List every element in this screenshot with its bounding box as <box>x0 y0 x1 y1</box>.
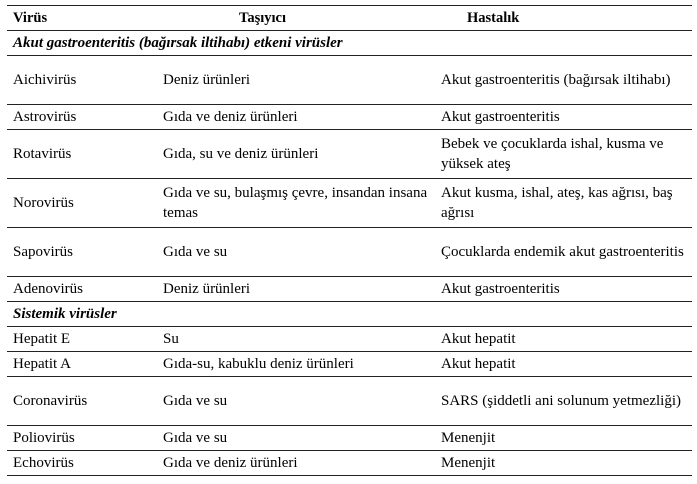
disease-cell: Akut gastroenteritis (bağırsak iltihabı) <box>435 56 692 105</box>
disease-cell: Menenjit <box>435 426 692 451</box>
carrier-cell: Gıda ve su <box>157 426 435 451</box>
disease-cell: SARS (şiddetli ani solunum yetmezliği) <box>435 377 692 426</box>
carrier-cell: Gıda, su ve deniz ürünleri <box>157 130 435 179</box>
table-row <box>7 377 692 426</box>
carrier-cell: Gıda-su, kabuklu deniz ürünleri <box>157 352 435 377</box>
table-row <box>7 228 692 277</box>
carrier-cell: Gıda ve deniz ürünleri <box>163 455 298 471</box>
virus-cell: Adenovirüs <box>7 277 157 302</box>
carrier-cell: Gıda ve su <box>157 228 435 277</box>
carrier-cell: Su <box>157 327 435 352</box>
disease-cell: Bebek ve çocuklarda ishal, kusma ve yüksek ateş <box>435 130 692 179</box>
virus-cell: Astrovirüs <box>7 105 157 130</box>
virus-cell: Hepatit A <box>7 352 157 377</box>
table-row <box>7 327 692 352</box>
table-row <box>7 179 692 228</box>
virus-cell: Coronavirüs <box>7 377 157 426</box>
disease-cell: Akut gastroenteritis <box>435 105 692 130</box>
carrier-cell: Deniz ürünleri <box>157 277 435 302</box>
carrier-cell: Gıda ve su <box>157 377 435 426</box>
virus-cell: Aichivirüs <box>7 56 157 105</box>
header-disease: Hastalık <box>435 6 692 31</box>
disease-cell: Akut kusma, ishal, ateş, kas ağrısı, baş ağrısı <box>435 179 692 228</box>
header-carrier: Taşıyıcı <box>157 6 435 31</box>
carrier-cell: Gıda ve su, bulaşmış çevre, insandan insana temas <box>157 179 435 228</box>
disease-cell: Çocuklarda endemik akut gastroenteritis <box>435 228 692 277</box>
disease-cell: Menenjit <box>441 455 496 471</box>
table-header <box>7 6 692 31</box>
section-title: Sistemik virüsler <box>7 302 692 327</box>
virus-cell: Norovirüs <box>7 179 157 228</box>
header-row <box>7 6 692 31</box>
virus-table <box>7 5 692 476</box>
disease-cell: Akut gastroenteritis <box>435 277 692 302</box>
table-body <box>7 31 692 476</box>
header-virus: Virüs <box>7 6 157 31</box>
virus-cell: Rotavirüs <box>7 130 157 179</box>
carrier-cell: Deniz ürünleri <box>157 56 435 105</box>
virus-cell: Poliovirüs <box>7 426 157 451</box>
section-row-systemic <box>7 302 692 327</box>
table-row <box>7 105 692 130</box>
table-row <box>7 56 692 105</box>
disease-cell: Akut hepatit <box>435 352 692 377</box>
section-row-gastroenteritis <box>7 31 692 56</box>
table-row <box>7 451 692 476</box>
table-row <box>7 426 692 451</box>
carrier-cell: Gıda ve deniz ürünleri <box>157 105 435 130</box>
virus-cell: Echovirüs <box>13 455 74 471</box>
section-title: Akut gastroenteritis (bağırsak iltihabı) etkeni virüsler <box>7 31 692 56</box>
virus-cell: Hepatit E <box>7 327 157 352</box>
table-row <box>7 130 692 179</box>
table-row <box>7 352 692 377</box>
disease-cell: Akut hepatit <box>435 327 692 352</box>
table-row <box>7 277 692 302</box>
virus-cell: Sapovirüs <box>7 228 157 277</box>
